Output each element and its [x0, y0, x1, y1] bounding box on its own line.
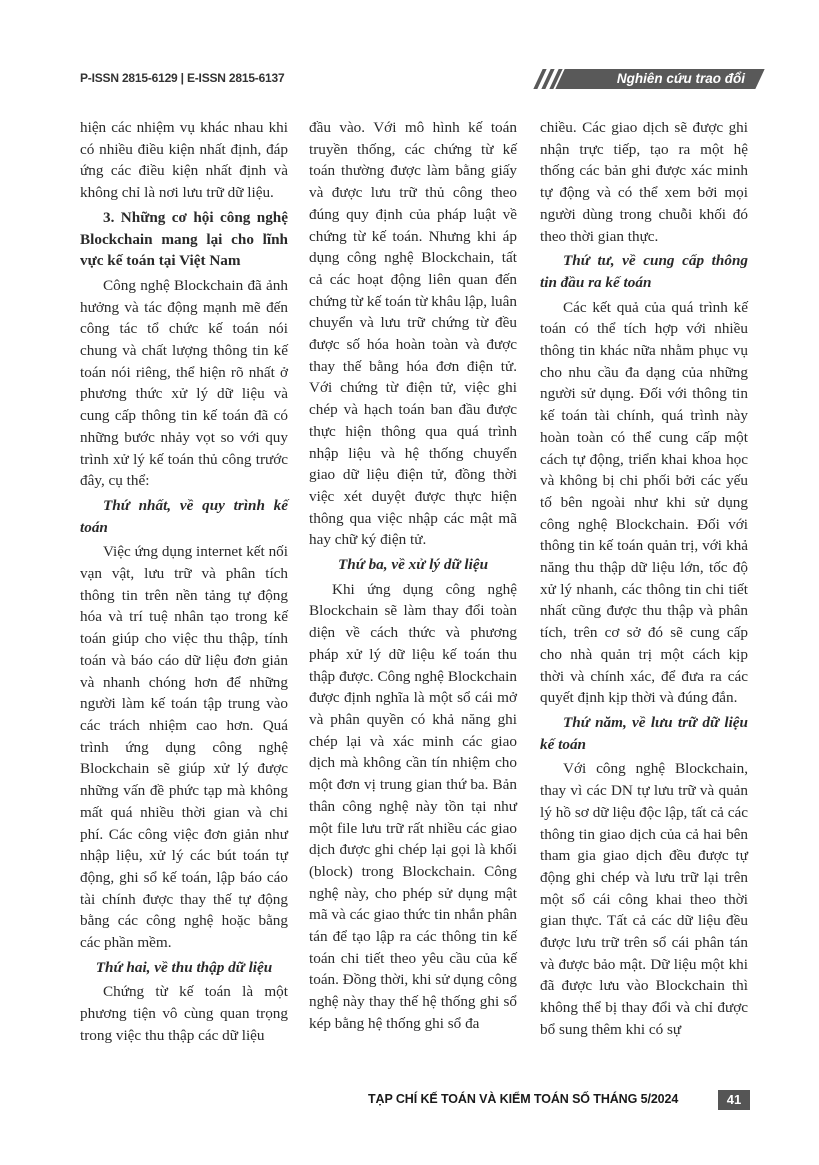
continued-paragraph: chiều. Các giao dịch sẽ được ghi nhận trực tiếp, tạo ra một hệ thống các bản ghi được xác minh tự động và có thể xem bởi mọi người dùng trong chuỗi khối đó theo thời gian thực.: [540, 119, 748, 245]
subheading: Thứ nhất, về quy trình kế toán: [80, 496, 288, 536]
paragraph: Với công nghệ Blockchain, thay vì các DN tự lưu trữ và quản lý hồ sơ dữ liệu độc lập, tất cả các thông tin giao dịch của cả hai bên tham gia giao dịch đều được tự động ghi chép và lưu trữ lại trên một sổ cái công khai theo thời gian thực. Tất cả các dữ liệu đều được lưu trữ trên sổ cái phân tán và được bảo mật. Dữ liệu một khi đã được lưu vào Blockchain thì không thể bị thay đổi và chỉ được bổ sung thêm khi có sự: [540, 760, 748, 1038]
text-column-3: [540, 117, 748, 1041]
page-number: 41: [718, 1090, 750, 1110]
issn-line: P-ISSN 2815-6129 | E-ISSN 2815-6137: [80, 71, 285, 85]
subheading: Thứ tư, về cung cấp thông tin đầu ra kế toán: [540, 252, 748, 291]
subheading: Thứ hai, về thu thập dữ liệu: [95, 958, 273, 976]
text-column-2: [309, 117, 517, 1035]
text-column-1: [80, 117, 288, 1047]
subheading: Thứ ba, về xử lý dữ liệu: [337, 556, 489, 574]
subheading: Thứ năm, về lưu trữ dữ liệu kế toán: [540, 713, 748, 753]
paragraph: Công nghệ Blockchain đã ảnh hưởng và tác động mạnh mẽ đến công tác tổ chức kế toán nói chung và chất lượng thông tin kế toán nói riêng, thể hiện rõ nhất ở phương thức xử lý dữ liệu và cung cấp thông tin kế toán đã có những bước nhảy vọt so với quy trình xử lý kế toán thủ công trước đây, cụ thể:: [80, 276, 288, 490]
continued-paragraph: hiện các nhiệm vụ khác nhau khi có nhiều điều kiện nhất định, đáp ứng các điều kiện nhất định và không chỉ là nơi lưu trữ dữ liệu.: [80, 119, 288, 202]
paragraph: Chứng từ kế toán là một phương tiện vô cùng quan trọng trong việc thu thập các dữ liệu: [80, 983, 288, 1044]
journal-footer: TẠP CHÍ KẾ TOÁN VÀ KIỂM TOÁN SỐ THÁNG 5/2024: [368, 1092, 679, 1106]
paragraph: Các kết quả của quá trình kế toán có thể tích hợp với nhiều thông tin khác nữa nhằm phục vụ cho nhu cầu đa dạng của những người sử dụng. Đối với thông tin kế toán tài chính, quá trình này hoàn toàn có thể cung cấp một cách tự động, triển khai khoa học và không bị chi phối bởi các yếu tố bên ngoài như khi sử dụng công nghệ Blockchain. Đối với thông tin kế toán quản trị, với khả năng thu thập dữ liệu lớn, tốc độ xử lý nhanh, các thông tin chi tiết nhất cũng được thu thập và phân tích, trên cơ sở đó sẽ cung cấp cho nhà quản trị một cách kịp thời và chính xác, để đưa ra các quyết định kịp thời và đúng đắn.: [540, 298, 748, 707]
paragraph: Việc ứng dụng internet kết nối vạn vật, lưu trữ và phân tích thông tin trên nền tảng tự động hóa và trí tuệ nhân tạo trong kế toán giúp cho việc thu thập, tính toán và báo cáo dữ liệu đơn giản và nhanh chóng hơn để những người làm kế toán tập trung vào các trách nhiệm cao hơn. Quá trình ứng dụng công nghệ Blockchain sẽ giúp xử lý được những vấn đề phức tạp mà không mất quá nhiều thời gian và chi phí. Các công việc đơn giản như nhập liệu, xử lý các bút toán tự động, ghi sổ kế toán, lập báo cáo tài chính được thay thế tự động bằng các công nghệ hoặc bằng các phần mềm.: [80, 543, 288, 952]
section-title: Nghiên cứu trao đổi: [616, 71, 745, 86]
section-heading: 3. Những cơ hội công nghệ Blockchain mang lại cho lĩnh vực kế toán tại Việt Nam: [80, 208, 288, 270]
paragraph: Khi ứng dụng công nghệ Blockchain sẽ làm thay đổi toàn diện về cách thức và phương pháp xử lý dữ liệu kế toán thu thập được. Công nghệ Blockchain được định nghĩa là một sổ cái mở và phân quyền có khả năng ghi chép lại và xác minh các giao dịch mà không cần tín nhiệm cho một đơn vị trung gian thứ ba. Bản thân công nghệ này tồn tại như một file lưu trữ rất nhiều các giao dịch được ghi chép lại gọi là khối (block) trong Blockchain. Công nghệ này, cho phép sử dụng mật mã và các giao thức tin nhắn phân tán để tạo lập ra các thông tin kế toán chi tiết theo yêu cầu của kế toán. Đồng thời, khi sử dụng công nghệ này thay thế hệ thống ghi sổ kép bằng hệ thống ghi sổ đa: [309, 580, 517, 1032]
continued-paragraph: đầu vào. Với mô hình kế toán truyền thống, các chứng từ kế toán thường được làm bằng giấy và được lưu trữ thủ công theo đúng quy định của pháp luật về chứng từ kế toán. Nhưng khi áp dụng công nghệ Blockchain, tất cả các hoạt động liên quan đến chứng từ kế toán từ khâu lập, luân chuyển và lưu trữ chứng từ đều được số hóa hoàn toàn và được thay thế bằng hóa đơn điện tử. Với chứng từ điện tử, việc ghi chép và hạch toán ban đầu được thực hiện thông qua quá trình nhập liệu và hệ thống chuyển giao dữ liệu điện tử, đồng thời việc xét duyệt được thực hiện thông qua việc nhập các mật mã hay chữ ký điện tử.: [309, 119, 517, 549]
